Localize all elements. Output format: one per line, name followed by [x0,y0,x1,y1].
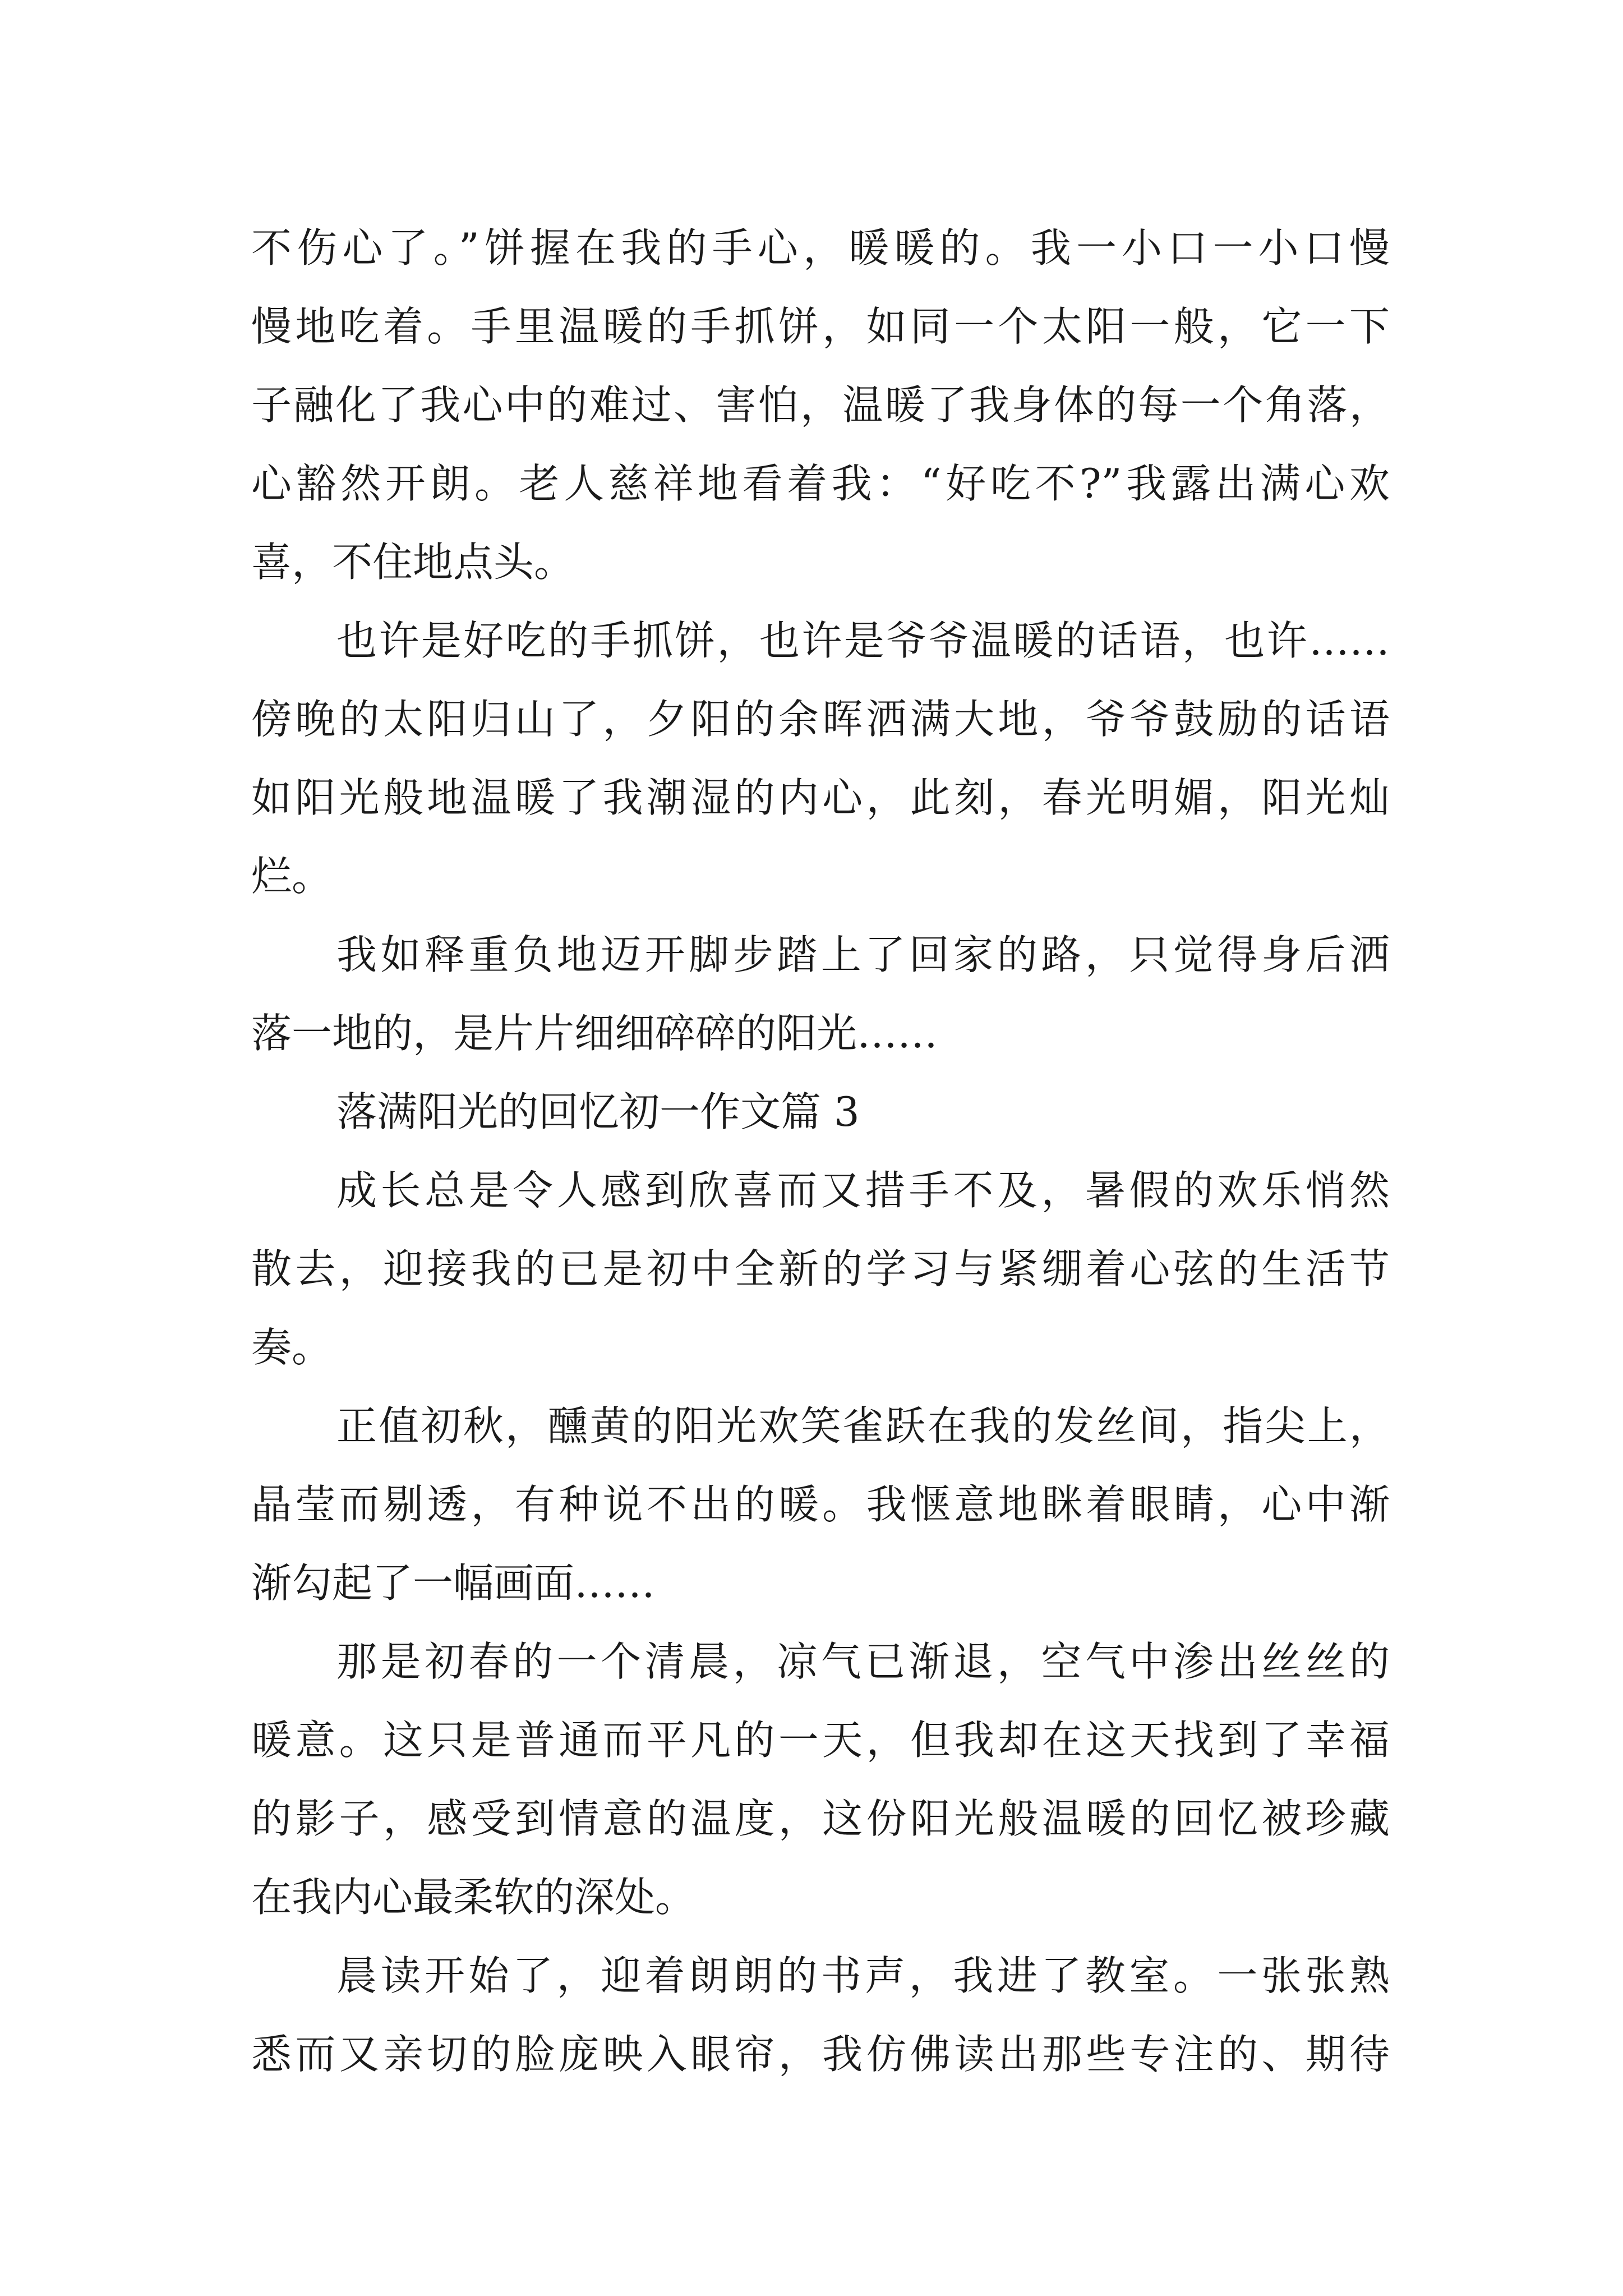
text-line: 烂。 [251,853,333,900]
text-line: 的影子，感受到情意的温度，这份阳光般温暖的回忆被珍藏 [251,1795,1390,1842]
text-line: 悉而又亲切的脸庞映入眼帘，我仿佛读出那些专注的、期待 [251,2031,1390,2078]
document-body [251,209,1390,2093]
text-line: 也许是好吃的手抓饼，也许是爷爷温暖的话语，也许…… [336,617,1390,664]
text-line: 晨读开始了，迎着朗朗的书声，我进了教室。一张张熟 [336,1952,1390,1999]
text-line: 散去，迎接我的已是初中全新的学习与紧绷着心弦的生活节 [251,1245,1390,1292]
text-line: 在我内心最柔软的深处。 [251,1874,696,1921]
text-line: 喜，不住地点头。 [251,539,575,586]
text-line: 正值初秋，醺黄的阳光欢笑雀跃在我的发丝间，指尖上， [336,1402,1390,1450]
text-line: 暖意。这只是普通而平凡的一天，但我却在这天找到了幸福 [251,1717,1390,1764]
text-line: 慢地吃着。手里温暖的手抓饼，如同一个太阳一般，它一下 [251,303,1390,350]
text-line: 傍晚的太阳归山了，夕阳的余晖洒满大地，爷爷鼓励的话语 [251,696,1390,743]
text-line: 奏。 [251,1324,333,1371]
text-line: 我如释重负地迈开脚步踏上了回家的路，只觉得身后洒 [336,931,1390,978]
text-line: 晶莹而剔透，有种说不出的暖。我惬意地眯着眼睛，心中渐 [251,1481,1390,1528]
text-line: 落一地的，是片片细细碎碎的阳光…… [251,1010,938,1057]
text-line: 那是初春的一个清晨，凉气已渐退，空气中渗出丝丝的 [336,1638,1390,1685]
text-line: 不伤心了。”饼握在我的手心，暖暖的。我一小口一小口慢 [251,224,1390,272]
text-line: 成长总是令人感到欣喜而又措手不及，暑假的欢乐悄然 [336,1167,1390,1214]
text-line: 心豁然开朗。老人慈祥地看着我：“好吃不?”我露出满心欢 [251,460,1390,507]
text-line: 子融化了我心中的难过、害怕，温暖了我身体的每一个角落， [251,381,1390,429]
text-line: 落满阳光的回忆初一作文篇 3 [336,1088,860,1135]
text-line: 渐勾起了一幅画面…… [251,1559,656,1607]
text-line: 如阳光般地温暖了我潮湿的内心，此刻，春光明媚，阳光灿 [251,774,1390,821]
